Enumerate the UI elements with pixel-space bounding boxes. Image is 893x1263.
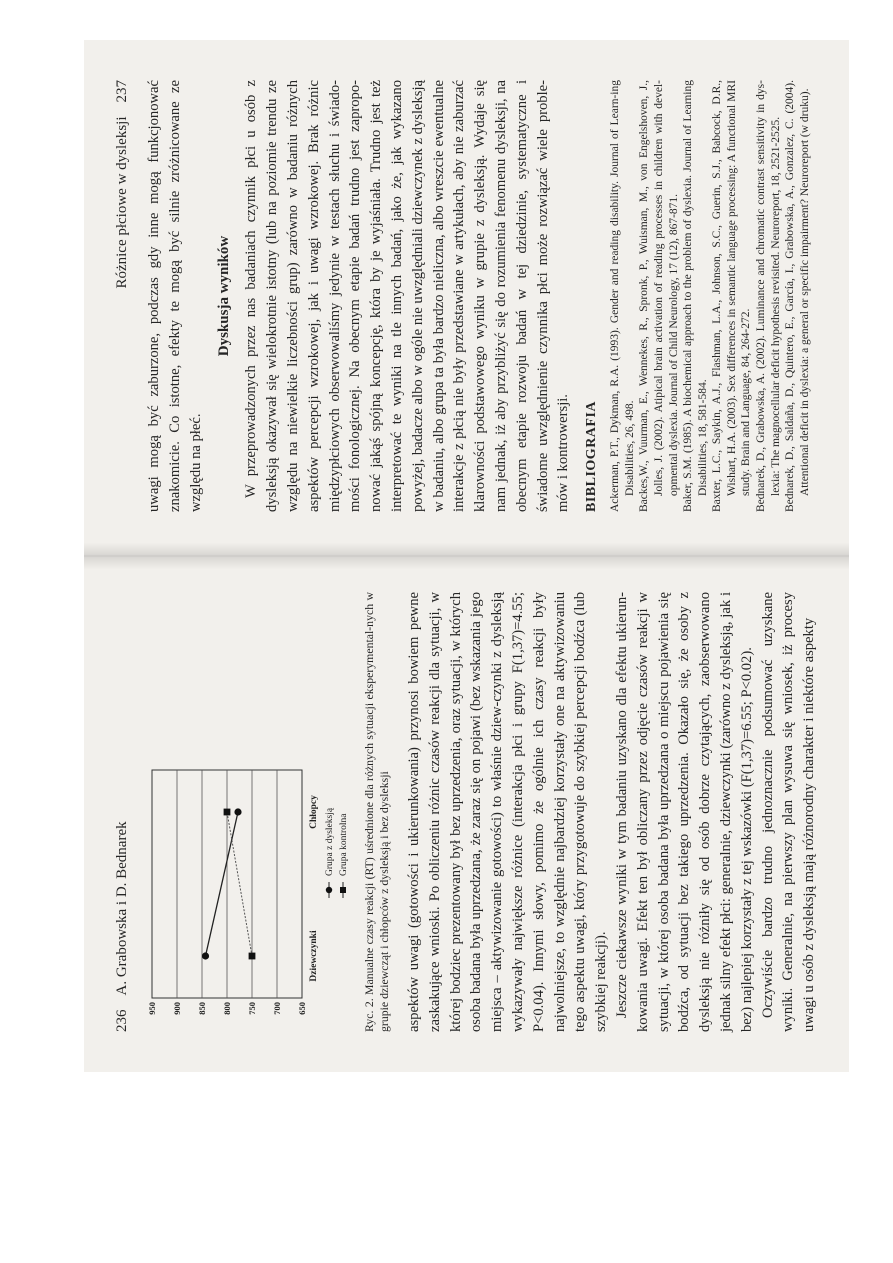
reference-item: Ackerman, P.T., Dykman, R.A. (1993). Gender and reading disability. Journal of Learn-ing Disabilities, 26, 498.	[609, 80, 636, 512]
right-running-title: Różnice płciowe w dysleksji	[114, 116, 130, 289]
left-running-title: A. Grabowska i D. Bednarek	[114, 821, 130, 996]
reference-item: Baxter, L.C., Saykin, A.J., Flashman, L.A., Johnson, S.C., Guerin, S.J., Babcock, D.R., Wishart, H.A. (2003). Sex differences in semantic language processing: A functional MRI study. Brain and Language, 84, 264-272.	[711, 80, 753, 512]
legend-label: Grupa kontrolna	[339, 813, 349, 876]
legend-marker	[326, 887, 332, 893]
left-page-number: 236	[114, 1009, 130, 1032]
x-category-label: Chłopcy	[309, 795, 319, 829]
x-category-label: Dziewczynki	[309, 930, 319, 982]
left-page	[84, 556, 849, 1072]
y-tick-label: 800	[222, 1002, 232, 1015]
bibliography-title: BIBLIOGRAFIA	[584, 400, 600, 512]
legend-marker	[340, 887, 346, 893]
section-title: Dyskusja wyników	[216, 235, 233, 357]
legend-label: Grupa z dysleksją	[325, 807, 335, 876]
book-spread	[84, 40, 849, 1072]
figure-caption: Ryc. 2. Manualne czasy reakcji (RT) uśrednione dla różnych sytuacji eksperymental-nych w grupie dziewcząt i chłopców z dysleksją i bez dysleksji	[362, 592, 391, 1032]
reference-item: Backes,W., Vuurman, E., Wennekes, R., Spronk, P., Wuisman, M., von Engelshoven, J., Jolles, J. (2002). Atipical brain activation of reading processes in children with devel-opmental dyslexia. Journal of Child Neurology, 17 (12), 867-871.	[638, 80, 680, 512]
reference-list	[608, 80, 812, 512]
series-line	[206, 812, 239, 956]
reference-item: Baker, S.M. (1985). A biochemical approach to the problem of dyslexia. Journal of Learning Disabilities, 18, 581-584.	[682, 80, 709, 512]
y-tick-label: 950	[147, 1002, 157, 1015]
y-tick-label: 750	[247, 1002, 257, 1015]
reference-item: Bednarek, D., Saldaña, D., Quintero, E., García, I., Grabowska, A., Gonzalez, C. (2004). Attentional deficit in dyslexia: a general or specific impairment? Neuroreport (w druku).	[784, 80, 811, 512]
left-paragraph-2: Jeszcze ciekawsze wyniki w tym badaniu uzyskano dla efektu ukierun-kowania uwagi. Efekt ten był obliczany przez odjęcie czasów reakcji w sytuacji, w której osoba badana była uprzedzana o miejscu pojawienia się bodźca, od sytuacji bez takiego uprzedzenia. Okazało się, że osoby z dysleksją nie różniły się od osób dobrze czytających, zaobserwowano jednak silny efekt płci: generalnie, dziewczynki (zarówno z dysleksją, jak i bez) najlepiej korzystały z tej wskazówki (F(1,37)=6.55; P<0.02).	[613, 592, 755, 1032]
right-running-head	[114, 80, 136, 512]
data-point	[202, 952, 209, 959]
reaction-time-chart	[144, 592, 356, 1032]
y-tick-label: 650	[297, 1002, 307, 1015]
left-paragraph-3: Oczywiście bardzo trudno jednoznacznie podsumować uzyskane wyniki. Generalnie, na pierwszy plan wysuwa się wniosek, iż procesy uwagi u osób z dysleksją mają różnorodny charakter i niektóre aspekty	[759, 592, 818, 1032]
series-line	[227, 812, 252, 956]
right-page	[84, 40, 849, 556]
right-intro-paragraph: uwagi mogą być zaburzone, podczas gdy inne mogą funkcjonować znakomicie. Co istotne, efekty te mogą być silnie zróżnicowane ze względu na płeć.	[146, 80, 204, 512]
left-paragraph-1: aspektów uwagi (gotowości i ukierunkowania) przynosi bowiem pewne zaskakujące wnioski. Po obliczeniu różnic czasów reakcji dla sytuacji, w której bodziec prezentowany był bez uprzedzenia, oraz sytuacji, w których osoba badana była uprzedzana, że zaraz się on pojawi (bez wskazania jego miejsca – aktywizowanie gotowości) to właśnie dziew-czynki z dysleksją wykazywały największe różnice (interakcja płci i grupy F(1,37)=4.55; P<0.04). Innymi słowy, pomimo że ogólnie ich czasy reakcji były najwolniejsze, to względnie najbardziej korzystały one na aktywizowaniu tego aspektu uwagi, który przygotowuje do szybkiej percepcji bodźca (lub szybkiej reakcji).	[406, 592, 610, 1032]
right-page-number: 237	[114, 80, 130, 103]
y-tick-label: 850	[197, 1002, 207, 1015]
page-gutter	[84, 542, 849, 570]
figure	[144, 592, 356, 1032]
reference-item: Bednarek, D., Grabowska, A. (2002). Luminance and chromatic contrast sensitivity in dys-lexia: The magnocellular deficit hypothesis revisited. Neuroreport, 18, 2521-2525.	[755, 80, 782, 512]
data-point	[224, 809, 231, 816]
y-tick-label: 900	[172, 1002, 182, 1015]
y-tick-label: 700	[272, 1002, 282, 1015]
data-point	[249, 953, 256, 960]
discussion-paragraph: W przeprowadzonych przez nas badaniach czynnik płci u osób z dysleksją okazywał się wielokrotnie istotny (lub na poziomie trendu ze względu na niewielkie liczebności grup) zarówno w badaniu różnych aspektów percepcji wzrokowej, jak i uwagi wzrokowej. Brak różnic międzypłciowych obserwowaliśmy jedynie w testach słuchu i świado-mości fonologicznej. Na obecnym etapie badań trudno jest zapropo-nować jakąś spójną koncepcję, która by je wyjaśniała. Trudno jest też interpretować te wyniki na tle innych badań, jako że, jak wykazano powyżej, badacze albo w ogóle nie uwzględniali dziewczynek z dysleksją w badaniu, albo grupa ta była bardzo nieliczna, albo wreszcie ewentualne interakcje z płcią nie były przedstawiane w artykułach, aby nie zaburzać klarowności podstawowego wyniku w grupie z dysleksją. Wydaje się nam jednak, iż aby przybliżyć się do rozumienia fenomenu dysleksji, na obecnym etapie rozwoju badań w tej dziedzinie, systematyczne i świadome uwzględnienie czynnika płci może rozwiązać wiele proble-mów i kontrowersji.	[243, 80, 572, 512]
data-point	[234, 808, 241, 815]
left-running-head	[114, 592, 136, 1032]
